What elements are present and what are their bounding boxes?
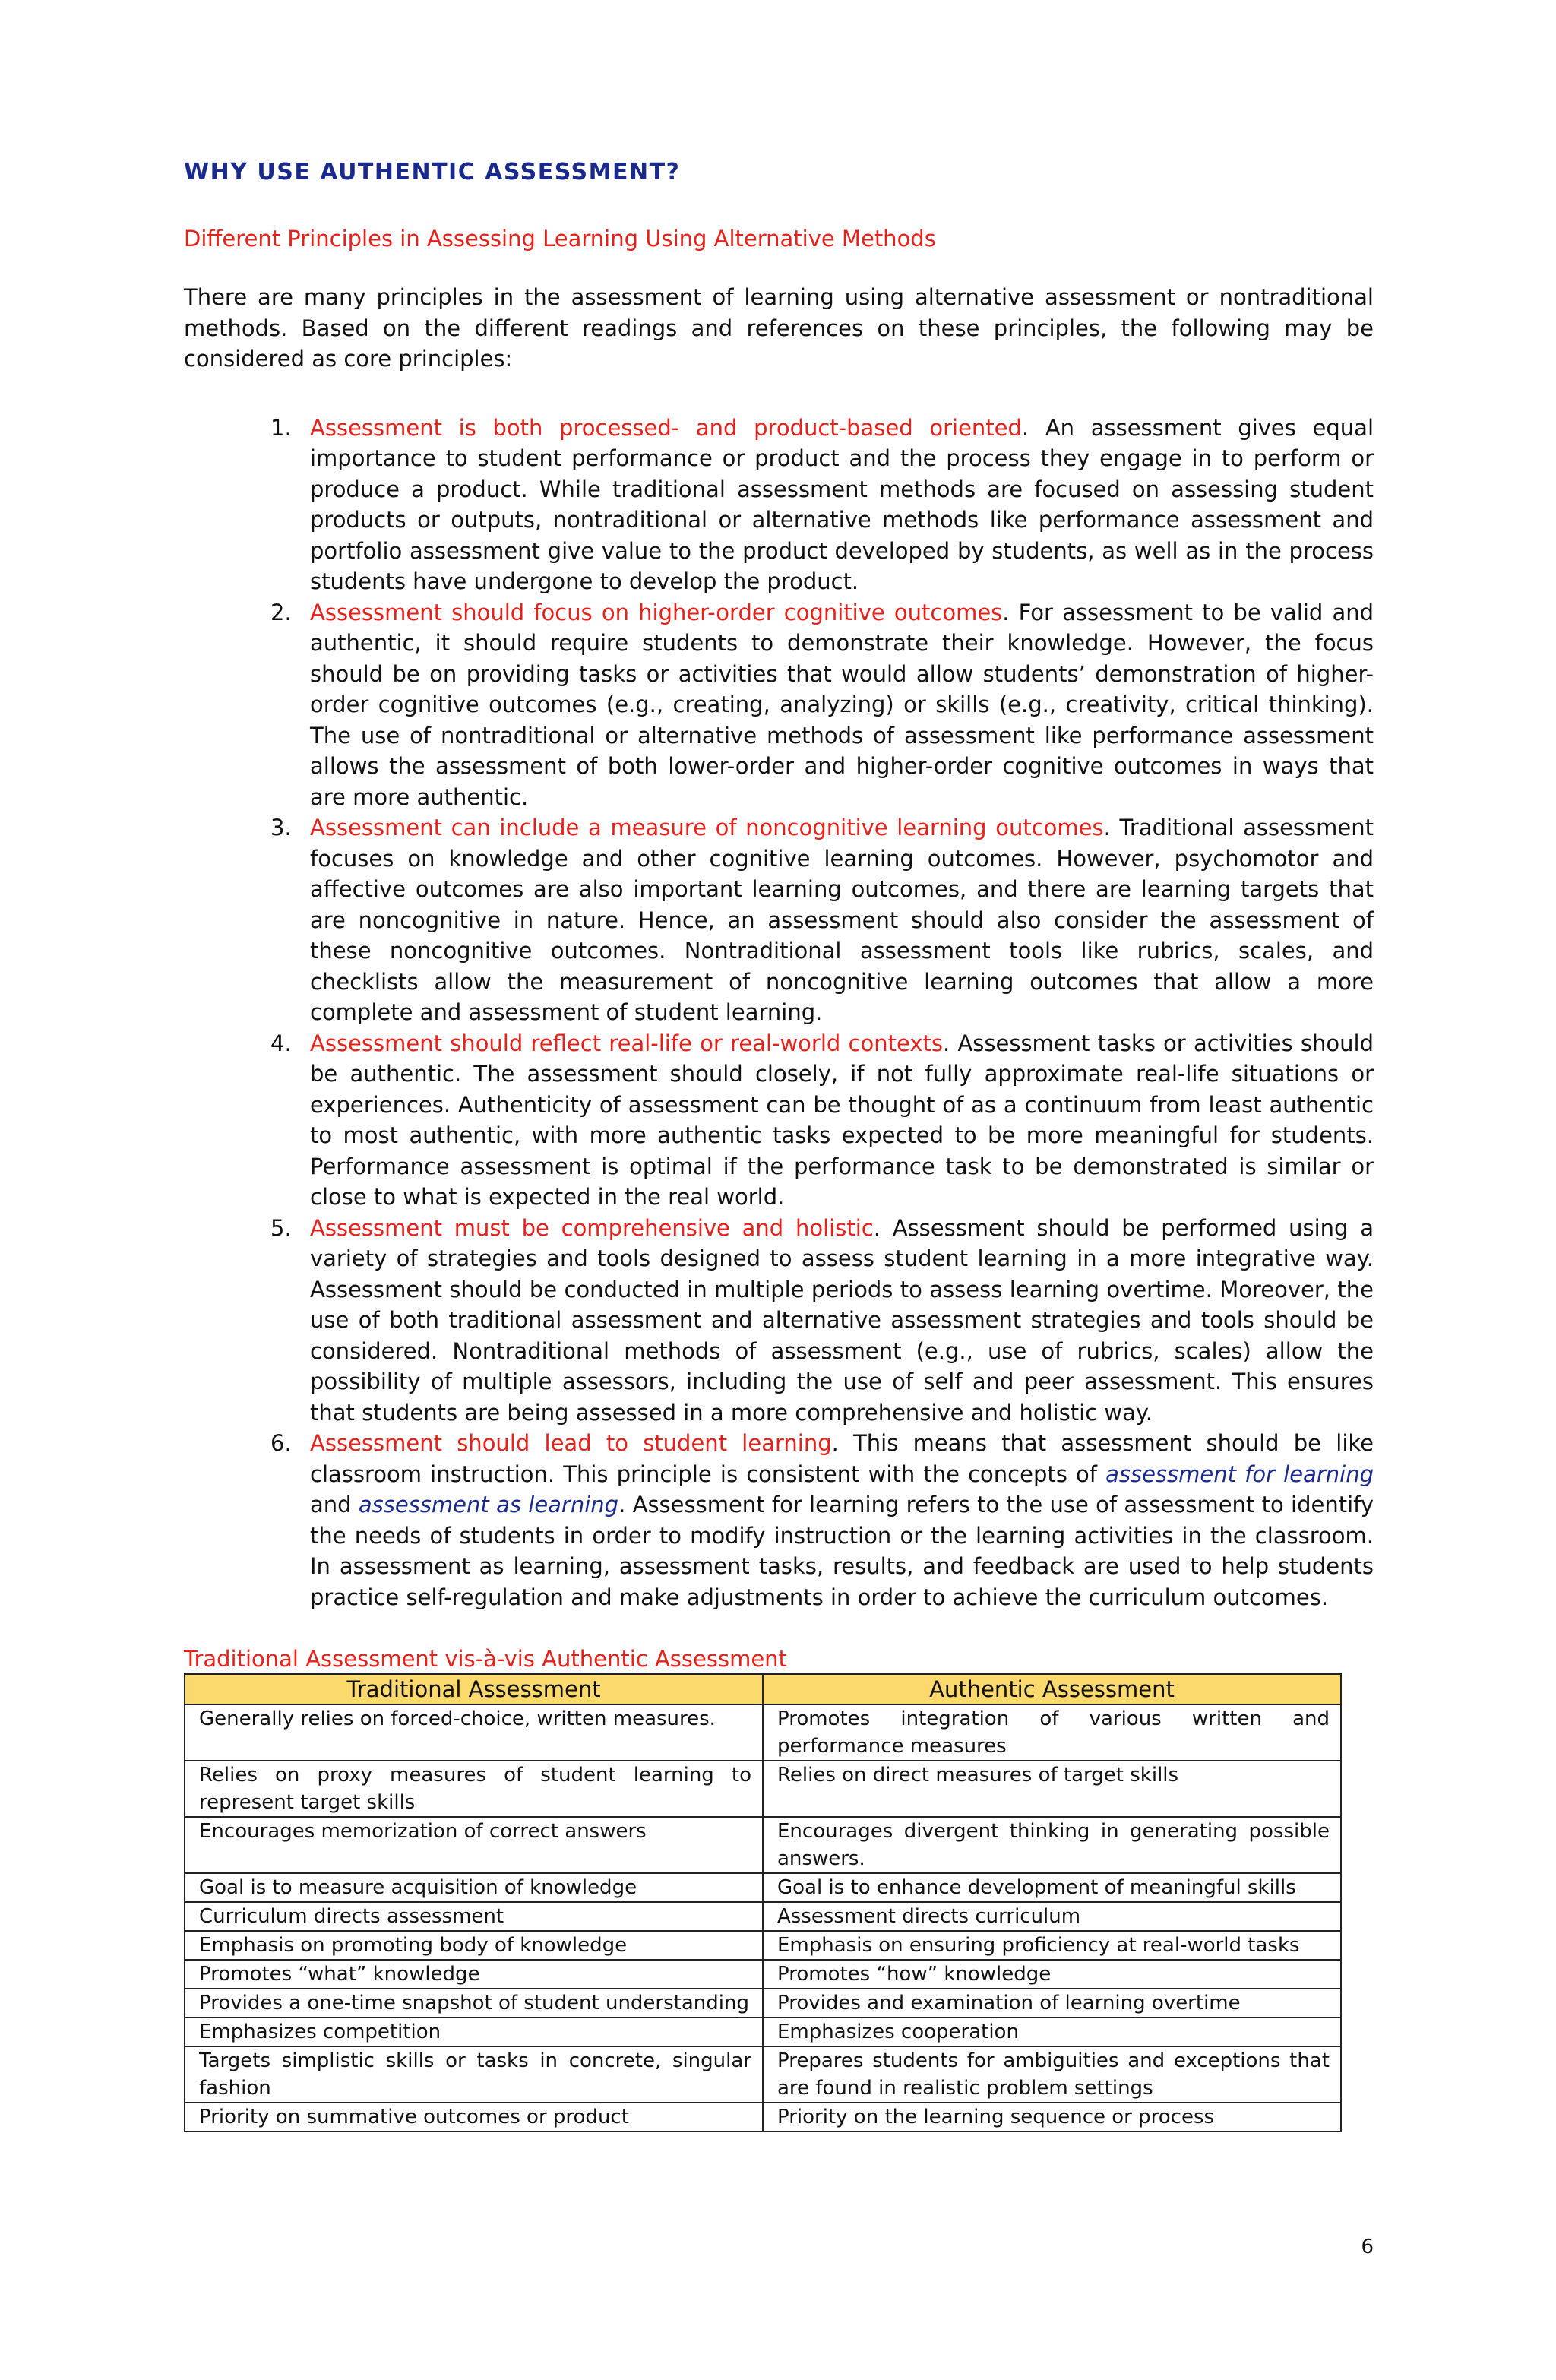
table-row: [185, 2103, 1341, 2132]
table-body: [185, 1704, 1341, 2132]
principle-body: . For assessment to be valid and authentic, it should require students to demonstrate their knowledge. However, the focus should be on providing tasks or activities that would allow students’ demonstration of higher-order cognitive outcomes (e.g., creating, analyzing) or skills (e.g., creativity, critical thinking). The use of nontraditional or alternative methods of assessment like performance assessment allows the assessment of both lower-order and higher-order cognitive outcomes in ways that are more authentic.: [310, 599, 1374, 810]
cell-traditional: Promotes “what” knowledge: [185, 1960, 763, 1989]
principle-number: 1.: [270, 414, 292, 441]
table-row: [185, 1902, 1341, 1931]
cell-traditional: Encourages memorization of correct answers: [185, 1817, 763, 1873]
cell-authentic: Promotes “how” knowledge: [763, 1960, 1341, 1989]
cell-authentic: Promotes integration of various written and performance measures: [763, 1704, 1341, 1761]
page-title: WHY USE AUTHENTIC ASSESSMENT?: [184, 159, 681, 185]
table-header-row: [185, 1674, 1341, 1704]
cell-authentic: Relies on direct measures of target skills: [763, 1761, 1341, 1817]
cell-traditional: Priority on summative outcomes or product: [185, 2103, 763, 2132]
principle-title: Assessment should lead to student learning: [310, 1430, 832, 1456]
principle-item: [270, 1428, 1374, 1613]
table-row: [185, 1704, 1341, 1761]
principle-body: . This means that assessment should be like classroom instruction. This principle is consistent with the concepts of: [310, 1430, 1374, 1487]
section-subtitle: Different Principles in Assessing Learning Using Alternative Methods: [184, 226, 936, 252]
principle-item: [270, 812, 1374, 1028]
cell-traditional: Emphasis on promoting body of knowledge: [185, 1931, 763, 1960]
principle-body: . Traditional assessment focuses on knowledge and other cognitive learning outcomes. However, psychomotor and affective outcomes are also important learning outcomes, and there are learning targets that are noncognitive in nature. Hence, an assessment should also consider the assessment of these noncognitive outcomes. Nontraditional assessment tools like rubrics, scales, and checklists allow the measurement of noncognitive learning outcomes that allow a more complete and assessment of student learning.: [310, 815, 1374, 1025]
page-number: 6: [1361, 2236, 1374, 2258]
term-assessment-as-learning: assessment as learning: [358, 1492, 619, 1518]
cell-authentic: Priority on the learning sequence or process: [763, 2103, 1341, 2132]
principle-title: Assessment must be comprehensive and holistic: [310, 1214, 874, 1241]
principle-body: . Assessment for learning refers to the use of assessment to identify the needs of students in order to modify instruction or the learning activities in the classroom. In assessment as learning, assessment tasks, results, and feedback are used to help students practice self-regulation and make adjustments in order to achieve the curriculum outcomes.: [310, 1492, 1374, 1610]
principles-list: [184, 413, 1374, 1613]
comparison-table: [184, 1673, 1342, 2132]
principle-item: [270, 413, 1374, 597]
cell-authentic: Assessment directs curriculum: [763, 1902, 1341, 1931]
principle-item: [270, 597, 1374, 813]
table-row: [185, 1817, 1341, 1873]
principle-item: [270, 1213, 1374, 1429]
cell-authentic: Emphasizes cooperation: [763, 2018, 1341, 2046]
cell-traditional: Provides a one-time snapshot of student understanding: [185, 1989, 763, 2018]
table-row: [185, 1761, 1341, 1817]
cell-traditional: Goal is to measure acquisition of knowledge: [185, 1873, 763, 1902]
table-row: [185, 1960, 1341, 1989]
cell-authentic: Goal is to enhance development of meaningful skills: [763, 1873, 1341, 1902]
cell-authentic: Prepares students for ambiguities and exceptions that are found in realistic problem settings: [763, 2046, 1341, 2103]
cell-traditional: Generally relies on forced-choice, written measures.: [185, 1704, 763, 1761]
table-row: [185, 1873, 1341, 1902]
term-assessment-for-learning: assessment for learning: [1105, 1461, 1374, 1487]
cell-authentic: Emphasis on ensuring proficiency at real-world tasks: [763, 1931, 1341, 1960]
principle-body: . An assessment gives equal importance to student performance or product and the process they engage in to perform or produce a product. While traditional assessment methods are focused on assessing student products or outputs, nontraditional or alternative methods like performance assessment and portfolio assessment give value to the product developed by students, as well as in the process students have undergone to develop the product.: [310, 414, 1374, 594]
intro-paragraph: There are many principles in the assessment of learning using alternative assessment or nontraditional methods. Based on the different readings and references on these principles, the following may be considered as core principles:: [184, 284, 1374, 372]
principle-body: . Assessment tasks or activities should be authentic. The assessment should closely, if not fully approximate real-life situations or experiences. Authenticity of assessment can be thought of as a continuum from least authentic to most authentic, with more authentic tasks expected to be more meaningful for students. Performance assessment is optimal if the performance task to be demonstrated is similar or close to what is expected in the real world.: [310, 1030, 1374, 1210]
column-header-traditional: Traditional Assessment: [185, 1674, 763, 1704]
table-row: [185, 1989, 1341, 2018]
principle-number: 2.: [270, 599, 292, 625]
cell-authentic: Encourages divergent thinking in generating possible answers.: [763, 1817, 1341, 1873]
principle-number: 4.: [270, 1030, 292, 1056]
principle-number: 3.: [270, 815, 292, 840]
principle-number: 5.: [270, 1214, 292, 1241]
cell-traditional: Targets simplistic skills or tasks in concrete, singular fashion: [185, 2046, 763, 2103]
cell-traditional: Emphasizes competition: [185, 2018, 763, 2046]
table-row: [185, 2018, 1341, 2046]
cell-authentic: Provides and examination of learning overtime: [763, 1989, 1341, 2018]
table-title: Traditional Assessment vis-à-vis Authentic Assessment: [184, 1646, 787, 1672]
principle-title: Assessment should reflect real-life or real-world contexts: [310, 1030, 943, 1056]
principle-title: Assessment is both processed- and product-based oriented: [310, 414, 1022, 441]
principle-number: 6.: [270, 1430, 292, 1456]
principle-item: [270, 1028, 1374, 1213]
table-row: [185, 1931, 1341, 1960]
table-row: [185, 2046, 1341, 2103]
column-header-authentic: Authentic Assessment: [763, 1674, 1341, 1704]
principle-title: Assessment should focus on higher-order cognitive outcomes: [310, 599, 1003, 625]
principle-body: and: [310, 1492, 359, 1518]
principle-title: Assessment can include a measure of noncognitive learning outcomes: [310, 815, 1104, 840]
principle-body: . Assessment should be performed using a variety of strategies and tools designed to assess student learning in a more integrative way. Assessment should be conducted in multiple periods to assess learning overtime. Moreover, the use of both traditional assessment and alternative assessment strategies and tools should be considered. Nontraditional methods of assessment (e.g., use of rubrics, scales) allow the possibility of multiple assessors, including the use of self and peer assessment. This ensures that students are being assessed in a more comprehensive and holistic way.: [310, 1214, 1374, 1426]
cell-traditional: Relies on proxy measures of student learning to represent target skills: [185, 1761, 763, 1817]
cell-traditional: Curriculum directs assessment: [185, 1902, 763, 1931]
